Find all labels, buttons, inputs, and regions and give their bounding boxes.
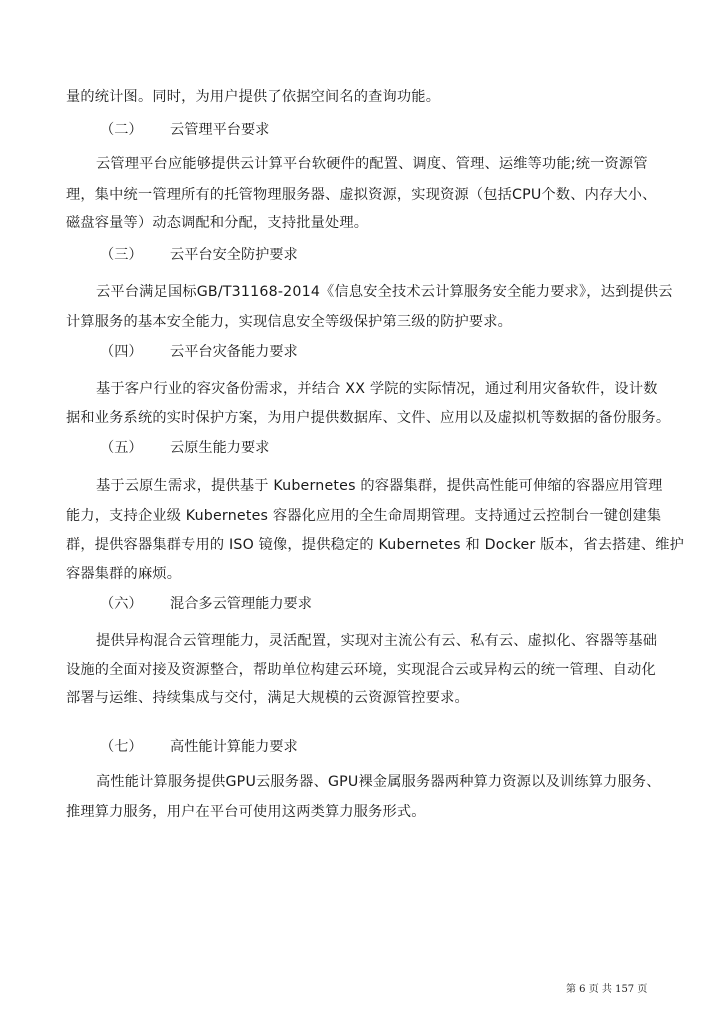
- section-number: （三）: [100, 247, 143, 263]
- section-title: 云管理平台要求: [170, 122, 270, 138]
- section-title: 云原生能力要求: [170, 440, 270, 456]
- section-6-line-3: 部署与运维、持续集成与交付，满足大规模的云资源管控要求。: [66, 690, 469, 706]
- section-6-line-2: 设施的全面对接及资源整合，帮助单位构建云环境，实现混合云或异构云的统一管理、自动化: [66, 662, 656, 678]
- section-number: （五）: [100, 440, 143, 456]
- section-2-line-1: 云管理平台应能够提供云计算平台软硬件的配置、调度、管理、运维等功能;统一资源管: [96, 156, 648, 172]
- section-5-line-3: 群，提供容器集群专用的 ISO 镜像，提供稳定的 Kubernetes 和 Docker 版本，省去搭建、维护: [66, 537, 685, 553]
- section-number: （六）: [100, 596, 143, 612]
- section-title: 云平台安全防护要求: [170, 247, 298, 263]
- section-3-line-2: 计算服务的基本安全能力，实现信息安全等级保护第三级的防护要求。: [66, 314, 513, 330]
- section-number: （四）: [100, 344, 143, 360]
- section-2-line-2: 理，集中统一管理所有的托管物理服务器、虚拟资源，实现资源（包括CPU个数、内存大小、: [66, 187, 657, 203]
- section-3-line-1: 云平台满足国标GB/T31168-2014《信息安全技术云计算服务安全能力要求》，达到提供云: [96, 284, 673, 300]
- section-5-line-1: 基于云原生需求，提供基于 Kubernetes 的容器集群，提供高性能可伸缩的容器应用管理: [96, 478, 663, 494]
- intro-line-1: 量的统计图。同时，为用户提供了依据空间名的查询功能。: [66, 89, 441, 105]
- section-title: 高性能计算能力要求: [170, 739, 298, 755]
- section-title: 云平台灾备能力要求: [170, 344, 298, 360]
- section-7-line-1: 高性能计算服务提供GPU云服务器、GPU裸金属服务器两种算力资源以及训练算力服务、: [96, 774, 661, 790]
- page-number: 第 6 页 共 157 页: [566, 984, 648, 995]
- section-4-line-1: 基于客户行业的容灾备份需求，并结合 XX 学院的实际情况，通过利用灾备软件，设计数: [96, 381, 658, 397]
- section-7-line-2: 推理算力服务，用户在平台可使用这两类算力服务形式。: [66, 804, 426, 820]
- section-5-line-2: 能力，支持企业级 Kubernetes 容器化应用的全生命周期管理。支持通过云控制台一键创建集: [66, 508, 662, 524]
- section-5-line-4: 容器集群的麻烦。: [66, 566, 182, 582]
- section-2-line-3: 磁盘容量等）动态调配和分配，支持批量处理。: [66, 215, 369, 231]
- section-title: 混合多云管理能力要求: [170, 596, 312, 612]
- section-number: （二）: [100, 122, 143, 138]
- section-6-line-1: 提供异构混合云管理能力，灵活配置，实现对主流公有云、私有云、虚拟化、容器等基础: [96, 633, 658, 649]
- section-number: （七）: [100, 739, 143, 755]
- section-4-line-2: 据和业务系统的实时保护方案，为用户提供数据库、文件、应用以及虚拟机等数据的备份服务。: [66, 410, 671, 426]
